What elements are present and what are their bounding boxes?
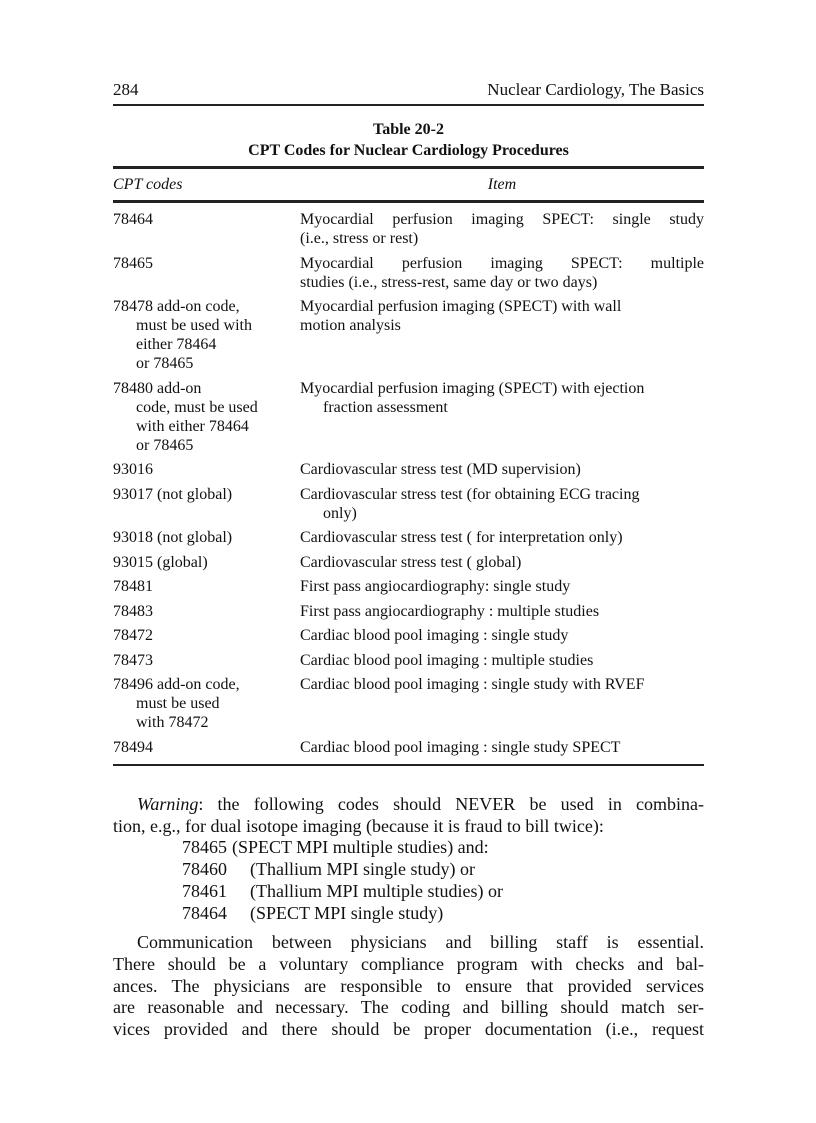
warning-line-1: [113, 794, 704, 816]
paragraph-line: vices provided and there should be proper documentation (i.e., request: [113, 1019, 704, 1040]
cpt-code-cell: [113, 626, 300, 645]
cpt-code-text: or 78465: [136, 355, 194, 372]
cpt-code-text: either 78464: [136, 336, 217, 353]
item-text: Cardiac blood pool imaging : multiple studies: [300, 651, 594, 669]
cpt-code-cell: [113, 675, 300, 732]
cpt-code-cell: [113, 553, 300, 572]
cpt-code-text: 93018 (not global): [113, 529, 233, 546]
cpt-code-cell: [113, 460, 300, 479]
excluded-code-item: [182, 837, 704, 859]
code-description: (SPECT MPI single study): [250, 902, 444, 923]
item-cell: [300, 210, 704, 248]
cpt-code-text: must be used: [136, 695, 220, 712]
excluded-code-item: [182, 859, 704, 881]
item-text: Myocardial perfusion imaging (SPECT) with wall: [300, 298, 622, 315]
code-number: 78465: [182, 837, 227, 858]
cpt-code-cell: [113, 254, 300, 292]
cpt-code-cell: [113, 577, 300, 596]
warning-label: Warning: [137, 794, 199, 814]
cpt-code-cell: [113, 210, 300, 248]
item-text: Myocardial perfusion imaging (SPECT) with ejection: [300, 379, 645, 397]
table-row: [113, 254, 704, 292]
table-row: [113, 460, 704, 479]
item-text: Cardiovascular stress test (MD supervision): [300, 461, 581, 478]
item-cell: [300, 675, 704, 732]
paragraph-line: ances. The physicians are responsible to ensure that provided services: [113, 975, 704, 996]
cpt-code-text: 78465: [113, 254, 153, 272]
item-cell: [300, 738, 704, 757]
running-header: [113, 80, 704, 100]
item-cell: [300, 602, 704, 621]
warning-text: : the following codes should NEVER be used in combina-: [198, 794, 704, 814]
cpt-code-text: 78480 add-on: [113, 379, 202, 397]
cpt-code-text: 78481: [113, 578, 153, 595]
cpt-code-text: 93017 (not global): [113, 485, 233, 503]
code-number: 78464: [182, 902, 227, 923]
item-cell: [300, 254, 704, 292]
excluded-code-item: [182, 881, 704, 903]
paragraph-line: There should be a voluntary compliance program with checks and bal-: [113, 953, 704, 974]
item-text: First pass angiocardiography : multiple studies: [300, 602, 600, 620]
item-cell: [300, 528, 704, 547]
excluded-code-list: [113, 837, 704, 924]
cpt-code-text: 78473: [113, 651, 153, 669]
table-row: [113, 577, 704, 596]
header-rule: [113, 104, 704, 106]
code-description: (SPECT MPI multiple studies) and:: [232, 837, 489, 858]
item-text: Cardiac blood pool imaging : single study with RVEF: [300, 676, 645, 693]
table-top-rule: [113, 166, 704, 169]
code-description: (Thallium MPI multiple studies) or: [250, 880, 503, 901]
table-row: [113, 297, 704, 373]
item-cell: [300, 626, 704, 645]
warning-line-2: tion, e.g., for dual isotope imaging (because it is fraud to bill twice):: [113, 815, 604, 836]
cpt-code-text: 78464: [113, 211, 153, 228]
page-number: 284: [113, 80, 139, 99]
cpt-code-cell: [113, 651, 300, 670]
item-cell: [300, 297, 704, 373]
table-row: [113, 675, 704, 732]
table-body: [113, 210, 704, 762]
item-text: Cardiac blood pool imaging : single study SPECT: [300, 738, 621, 756]
table-title: CPT Codes for Nuclear Cardiology Procedures: [248, 142, 569, 159]
code-number: 78461: [182, 880, 227, 901]
column-header-item: Item: [487, 176, 517, 193]
cpt-code-text: with 78472: [136, 714, 209, 731]
item-text: (i.e., stress or rest): [300, 230, 419, 247]
item-text: Cardiac blood pool imaging : single study: [300, 627, 569, 644]
table-row: [113, 626, 704, 645]
item-text: studies (i.e., stress-rest, same day or two days): [300, 273, 598, 291]
book-title: Nuclear Cardiology, The Basics: [487, 80, 704, 99]
item-text: Cardiovascular stress test ( for interpretation only): [300, 529, 623, 546]
item-cell: [300, 460, 704, 479]
cpt-code-text: with either 78464: [136, 417, 249, 435]
item-cell: [300, 577, 704, 596]
cpt-code-text: 93016: [113, 461, 153, 478]
cpt-code-text: must be used with: [136, 317, 252, 334]
table-row: [113, 485, 704, 523]
body-text: [113, 794, 704, 1041]
paragraph-line: are reasonable and necessary. The coding and billing should match ser-: [113, 997, 704, 1018]
table-caption: [113, 119, 704, 161]
item-text: Myocardial perfusion imaging SPECT: multiple: [300, 254, 704, 272]
table-header-rule: [113, 200, 704, 203]
cpt-code-text: 78483: [113, 602, 153, 620]
item-cell: [300, 553, 704, 572]
cpt-code-text: or 78465: [136, 436, 194, 454]
table-row: [113, 553, 704, 572]
excluded-code-item: [182, 903, 704, 925]
item-text: Cardiovascular stress test ( global): [300, 553, 522, 571]
cpt-code-text: code, must be used: [136, 398, 258, 416]
table-row: [113, 528, 704, 547]
cpt-code-text: 93015 (global): [113, 553, 208, 571]
item-cell: [300, 485, 704, 523]
item-text: First pass angiocardiography: single study: [300, 578, 571, 595]
cpt-code-text: 78478 add-on code,: [113, 298, 240, 315]
item-text: Myocardial perfusion imaging SPECT: single study: [300, 211, 704, 228]
cpt-code-cell: [113, 602, 300, 621]
table-bottom-rule: [113, 764, 704, 766]
table-row: [113, 738, 704, 757]
item-text: motion analysis: [300, 317, 401, 334]
cpt-code-cell: [113, 297, 300, 373]
table-row: [113, 210, 704, 248]
item-cell: [300, 379, 704, 455]
cpt-code-text: 78496 add-on code,: [113, 676, 240, 693]
cpt-code-cell: [113, 379, 300, 455]
cpt-code-cell: [113, 485, 300, 523]
table-row: [113, 651, 704, 670]
item-text: fraction assessment: [323, 398, 448, 416]
code-number: 78460: [182, 859, 227, 880]
table-row: [113, 602, 704, 621]
table-row: [113, 379, 704, 455]
cpt-code-cell: [113, 738, 300, 757]
code-description: (Thallium MPI single study) or: [250, 859, 475, 880]
cpt-code-text: 78472: [113, 627, 153, 644]
cpt-code-text: 78494: [113, 738, 153, 756]
column-header-cpt-codes: CPT codes: [113, 176, 183, 193]
item-text: Cardiovascular stress test (for obtaining ECG tracing: [300, 485, 640, 503]
cpt-code-cell: [113, 528, 300, 547]
paragraph-line: Communication between physicians and billing staff is essential.: [137, 932, 704, 953]
table-number: Table 20-2: [373, 121, 444, 138]
item-text: only): [323, 504, 357, 522]
item-cell: [300, 651, 704, 670]
